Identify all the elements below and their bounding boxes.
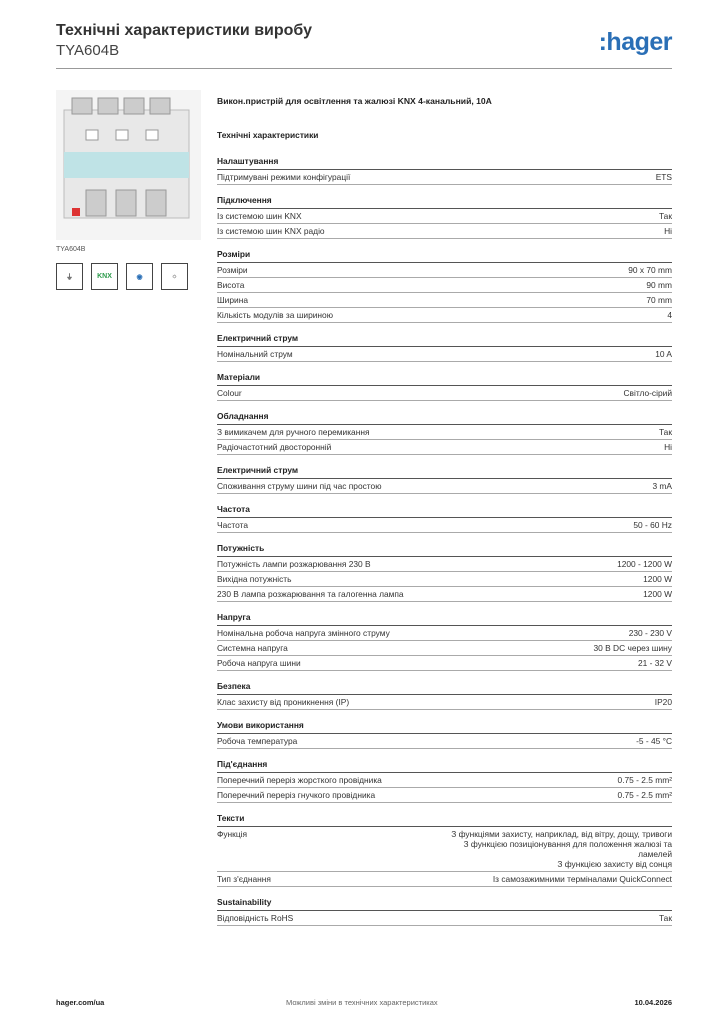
spec-value: З функціями захисту, наприклад, від вітру, дощу, тривоги З функцією позиціонування для положення жалюзі та ламелей З функцією захисту від сонця — [451, 829, 672, 869]
section-title: Під'єднання — [217, 759, 672, 773]
spec-value: 1200 W — [643, 589, 672, 599]
spec-row — [217, 626, 672, 641]
spec-label: Радіочастотний двосторонній — [217, 442, 332, 452]
spec-value: Ні — [664, 442, 672, 452]
spec-value: Із самозажимними терміналами QuickConnect — [492, 874, 672, 884]
footer-date: 10.04.2026 — [634, 998, 672, 1007]
product-image — [56, 90, 201, 240]
spec-label: Частота — [217, 520, 249, 530]
spec-row — [217, 293, 672, 308]
spec-label: Номінальний струм — [217, 349, 293, 359]
spec-row — [217, 788, 672, 803]
section-title: Умови використання — [217, 720, 672, 734]
spec-label: Споживання струму шини під час простою — [217, 481, 382, 491]
image-caption: TYA604B — [56, 246, 86, 253]
spec-row — [217, 872, 672, 887]
spec-label: Робоча температура — [217, 736, 298, 746]
spec-value: 21 - 32 V — [638, 658, 672, 668]
spec-label: 230 В лампа розжарювання та галогенна лампа — [217, 589, 404, 599]
spec-label: Кількість модулів за шириною — [217, 310, 333, 320]
spec-row — [217, 209, 672, 224]
spec-row — [217, 440, 672, 455]
spec-value: 30 В DC через шину — [593, 643, 672, 653]
spec-value: IP20 — [654, 697, 672, 707]
spec-panel — [217, 96, 672, 936]
spec-section — [217, 720, 672, 749]
spec-section — [217, 543, 672, 602]
section-title: Електричний струм — [217, 465, 672, 479]
spec-section — [217, 465, 672, 494]
bulb-icon: ☼ — [161, 263, 188, 290]
spec-section — [217, 759, 672, 803]
section-title: Sustainability — [217, 897, 672, 911]
product-panel — [56, 90, 201, 290]
spec-row — [217, 557, 672, 572]
spec-row — [217, 479, 672, 494]
spec-section — [217, 897, 672, 926]
spec-section — [217, 195, 672, 239]
quicklink-icon: ◉ — [126, 263, 153, 290]
spec-row — [217, 170, 672, 185]
spec-value: 1200 W — [643, 574, 672, 584]
spec-row — [217, 347, 672, 362]
spec-section — [217, 612, 672, 671]
spec-label: Colour — [217, 388, 242, 398]
spec-value: 50 - 60 Hz — [633, 520, 672, 530]
spec-row — [217, 308, 672, 323]
section-title: Матеріали — [217, 372, 672, 386]
spec-row — [217, 425, 672, 440]
footer-note: Можливі зміни в технічних характеристиках — [286, 998, 438, 1007]
section-title: Електричний струм — [217, 333, 672, 347]
spec-row — [217, 827, 672, 872]
spec-label: Із системою шин KNX радіо — [217, 226, 325, 236]
section-title: Тексти — [217, 813, 672, 827]
spec-label: Ширина — [217, 295, 248, 305]
spec-label: Функція — [217, 829, 248, 839]
section-title: Розміри — [217, 249, 672, 263]
spec-label: Підтримувані режими конфігурації — [217, 172, 351, 182]
page-title: Технічні характеристики виробу — [56, 22, 312, 39]
spec-label: Тип з'єднання — [217, 874, 271, 884]
section-title: Напруга — [217, 612, 672, 626]
section-title: Обладнання — [217, 411, 672, 425]
spec-value: 90 x 70 mm — [628, 265, 672, 275]
spec-row — [217, 263, 672, 278]
spec-label: Номінальна робоча напруга змінного струму — [217, 628, 390, 638]
footer-site: hager.com/ua — [56, 998, 105, 1007]
product-code: TYA604B — [56, 42, 120, 59]
spec-section — [217, 411, 672, 455]
spec-row — [217, 386, 672, 401]
spec-row — [217, 911, 672, 926]
spec-label: Із системою шин KNX — [217, 211, 302, 221]
spec-label: Робоча напруга шини — [217, 658, 301, 668]
spec-label: Висота — [217, 280, 245, 290]
spec-section — [217, 333, 672, 362]
section-title: Безпека — [217, 681, 672, 695]
spec-label: Поперечний переріз гнучкого провідника — [217, 790, 376, 800]
spec-value: -5 - 45 °C — [636, 736, 672, 746]
tech-specs-title: Технічні характеристики — [217, 130, 319, 140]
spec-sections — [217, 156, 672, 926]
spec-section — [217, 372, 672, 401]
spec-label: Розміри — [217, 265, 248, 275]
spec-label: Вихідна потужність — [217, 574, 292, 584]
section-title: Частота — [217, 504, 672, 518]
spec-label: З вимикачем для ручного перемикання — [217, 427, 370, 437]
spec-row — [217, 278, 672, 293]
spec-value: 3 mA — [652, 481, 672, 491]
spec-row — [217, 734, 672, 749]
spec-label: Клас захисту від проникнення (IP) — [217, 697, 350, 707]
hager-logo: :hager — [598, 28, 672, 56]
spec-row — [217, 656, 672, 671]
spec-value: 90 mm — [646, 280, 672, 290]
spec-row — [217, 518, 672, 533]
spec-value: Так — [658, 913, 672, 923]
spec-label: Відповідність RoHS — [217, 913, 294, 923]
spec-row — [217, 773, 672, 788]
spec-section — [217, 156, 672, 185]
section-title: Потужність — [217, 543, 672, 557]
spec-value: Так — [658, 211, 672, 221]
spec-label: Системна напруга — [217, 643, 288, 653]
spec-value: 70 mm — [646, 295, 672, 305]
header-divider — [56, 68, 672, 69]
certification-icons — [56, 263, 201, 290]
knx-logo-icon: KNX — [91, 263, 118, 290]
spec-value: 0.75 - 2.5 mm² — [617, 775, 672, 785]
section-title: Налаштування — [217, 156, 672, 170]
spec-section — [217, 504, 672, 533]
product-description: Викон.пристрій для освітлення та жалюзі KNX 4-канальний, 10А — [217, 96, 492, 106]
spec-value: ETS — [655, 172, 672, 182]
spec-section — [217, 249, 672, 323]
spec-label: Поперечний переріз жорсткого провідника — [217, 775, 382, 785]
section-title: Підключення — [217, 195, 672, 209]
spec-section — [217, 813, 672, 887]
spec-row — [217, 572, 672, 587]
spec-value: 4 — [667, 310, 672, 320]
ground-symbol-icon: ⏚ — [56, 263, 83, 290]
spec-value: 1200 - 1200 W — [617, 559, 672, 569]
spec-value: Так — [658, 427, 672, 437]
spec-row — [217, 587, 672, 602]
spec-row — [217, 695, 672, 710]
spec-value: 0.75 - 2.5 mm² — [617, 790, 672, 800]
spec-value: 230 - 230 V — [628, 628, 672, 638]
spec-value: 10 A — [655, 349, 672, 359]
page-header — [56, 22, 672, 68]
spec-value: Світло-сірий — [623, 388, 672, 398]
spec-section — [217, 681, 672, 710]
spec-value: Ні — [664, 226, 672, 236]
spec-label: Потужність лампи розжарювання 230 В — [217, 559, 371, 569]
spec-row — [217, 641, 672, 656]
spec-row — [217, 224, 672, 239]
